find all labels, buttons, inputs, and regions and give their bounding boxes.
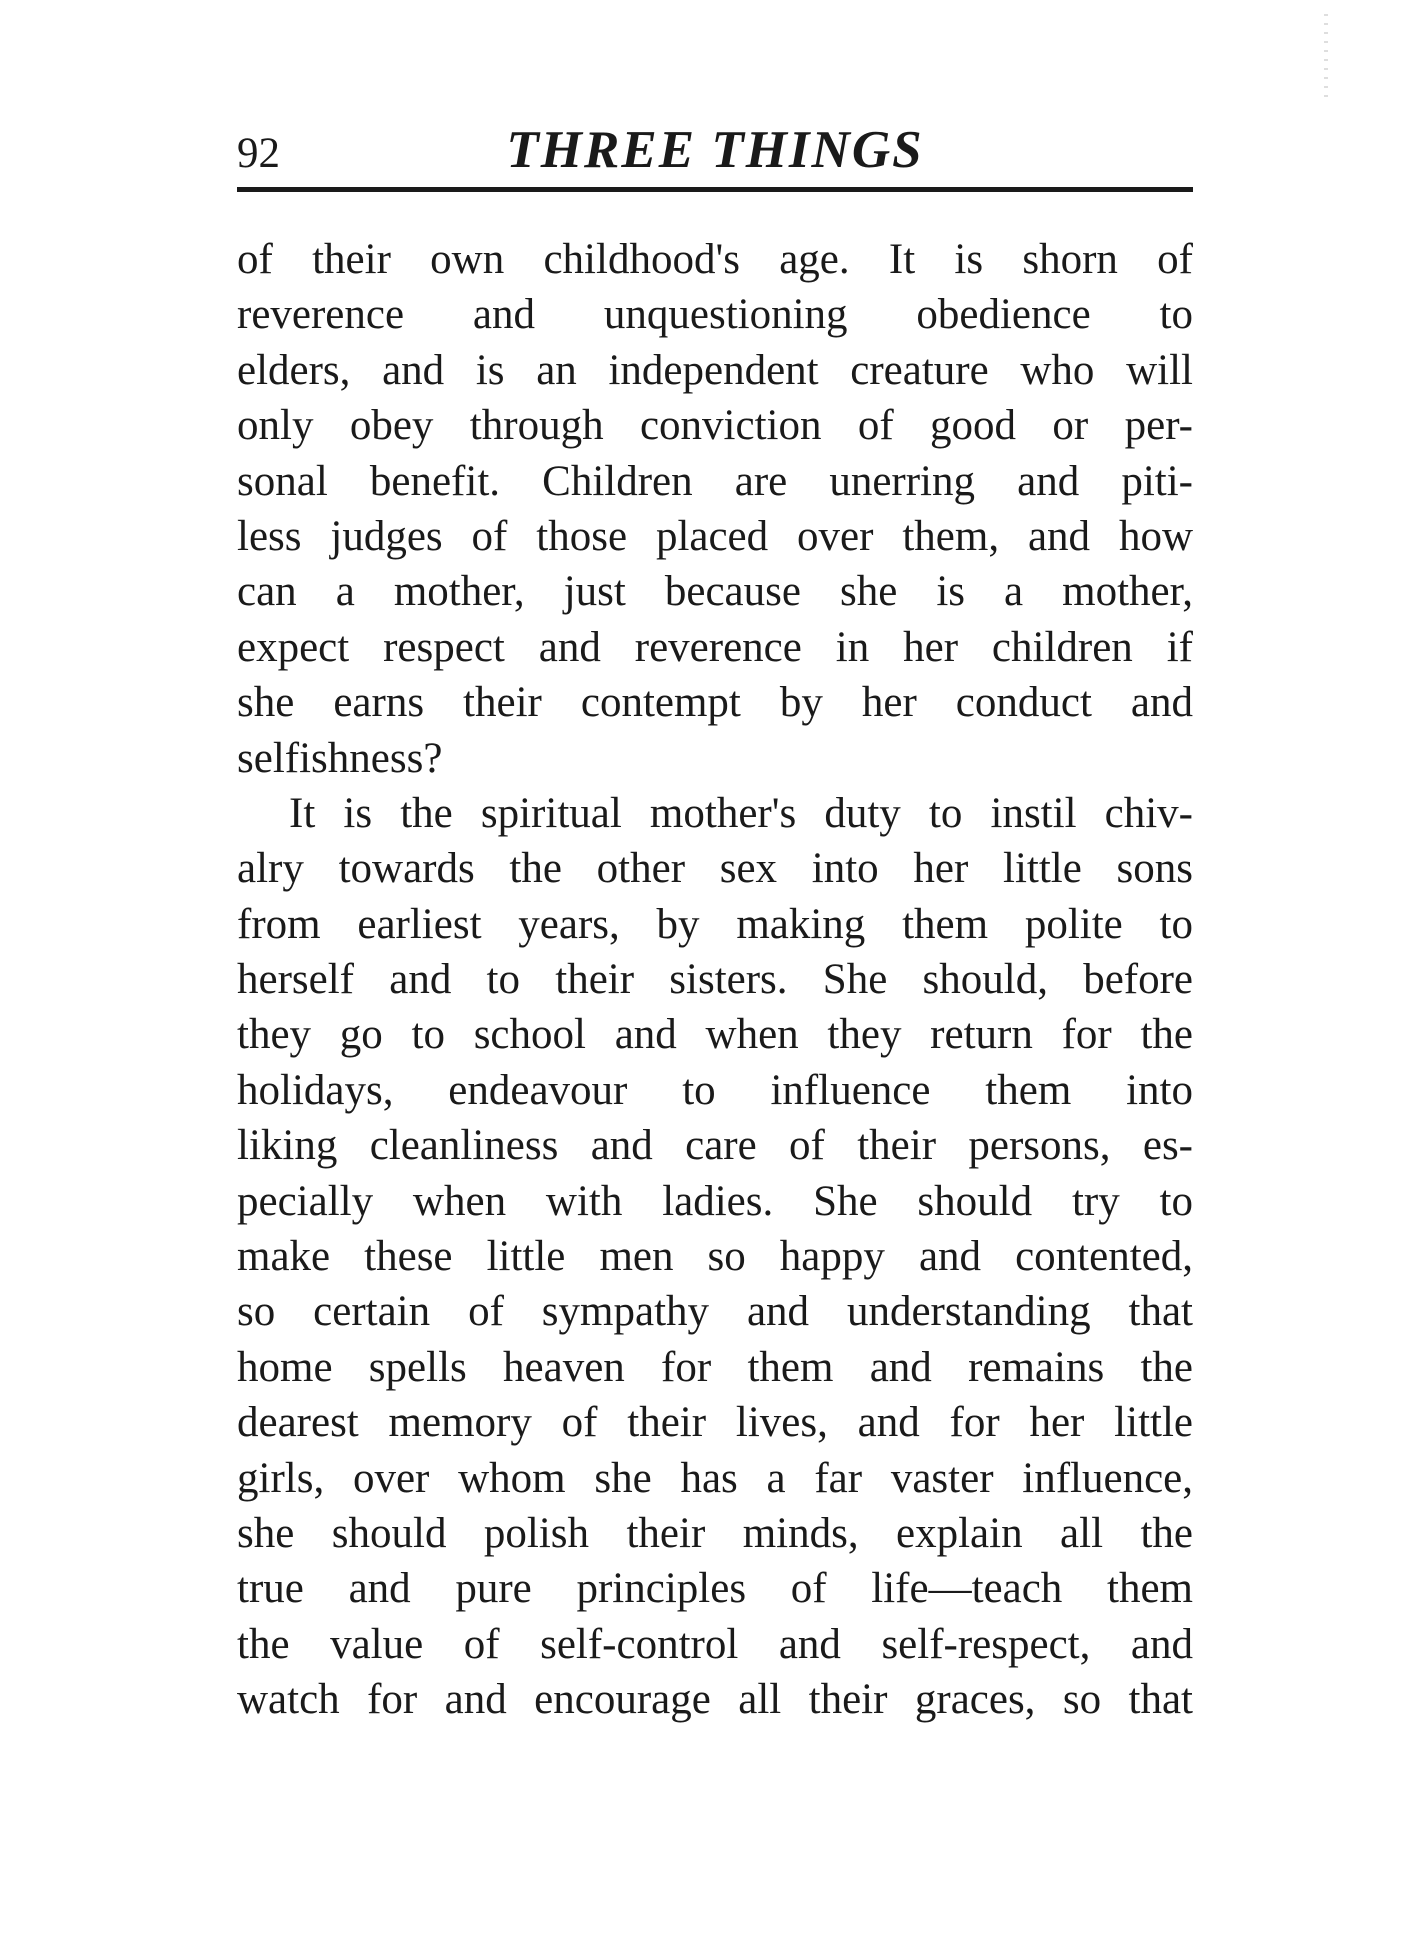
text-line: selfishness? [237, 734, 443, 782]
header-rule [237, 187, 1193, 192]
text-line: dearest memory of their lives, and for her little [237, 1399, 1193, 1447]
text-line: home spells heaven for them and remains the [237, 1343, 1193, 1391]
running-head [237, 118, 1193, 188]
text-line: watch for and encourage all their graces, so that [237, 1676, 1193, 1724]
running-title: THREE THINGS [506, 121, 924, 179]
text-line: they go to school and when they return for the [237, 1011, 1193, 1059]
text-line: pecially when with ladies. She should try to [237, 1177, 1193, 1225]
text-line: herself and to their sisters. She should, before [237, 956, 1193, 1004]
text-line: holidays, endeavour to influence them into [237, 1066, 1193, 1114]
text-line: the value of self-control and self-respect, and [237, 1620, 1193, 1668]
body-text [237, 232, 1193, 1728]
text-line: make these little men so happy and contented, [237, 1233, 1193, 1281]
text-line: girls, over whom she has a far vaster influence, [237, 1454, 1193, 1502]
text-line: she earns their contempt by her conduct and [237, 679, 1193, 727]
text-line: so certain of sympathy and understanding that [237, 1288, 1193, 1336]
text-line: can a mother, just because she is a mother, [237, 568, 1193, 616]
margin-specks [1324, 14, 1328, 104]
text-line: of their own childhood's age. It is shorn of [237, 236, 1193, 283]
text-line: It is the spiritual mother's duty to instil chiv- [289, 789, 1193, 837]
text-line: reverence and unquestioning obedience to [237, 291, 1193, 339]
text-line: expect respect and reverence in her children if [237, 623, 1193, 671]
text-line: true and pure principles of life—teach them [237, 1565, 1193, 1613]
text-line: she should polish their minds, explain all the [237, 1509, 1193, 1557]
text-line: alry towards the other sex into her little sons [237, 845, 1193, 893]
text-line: from earliest years, by making them polite to [237, 900, 1193, 948]
page-number: 92 [237, 130, 280, 177]
text-line: liking cleanliness and care of their persons, es- [237, 1122, 1193, 1170]
paragraph-1 [237, 232, 1193, 786]
text-line: only obey through conviction of good or per- [237, 402, 1193, 450]
paragraph-2 [237, 786, 1193, 1728]
text-line: elders, and is an independent creature who will [237, 346, 1193, 394]
text-line: sonal benefit. Children are unerring and piti- [237, 457, 1193, 505]
text-line: less judges of those placed over them, and how [237, 512, 1193, 560]
